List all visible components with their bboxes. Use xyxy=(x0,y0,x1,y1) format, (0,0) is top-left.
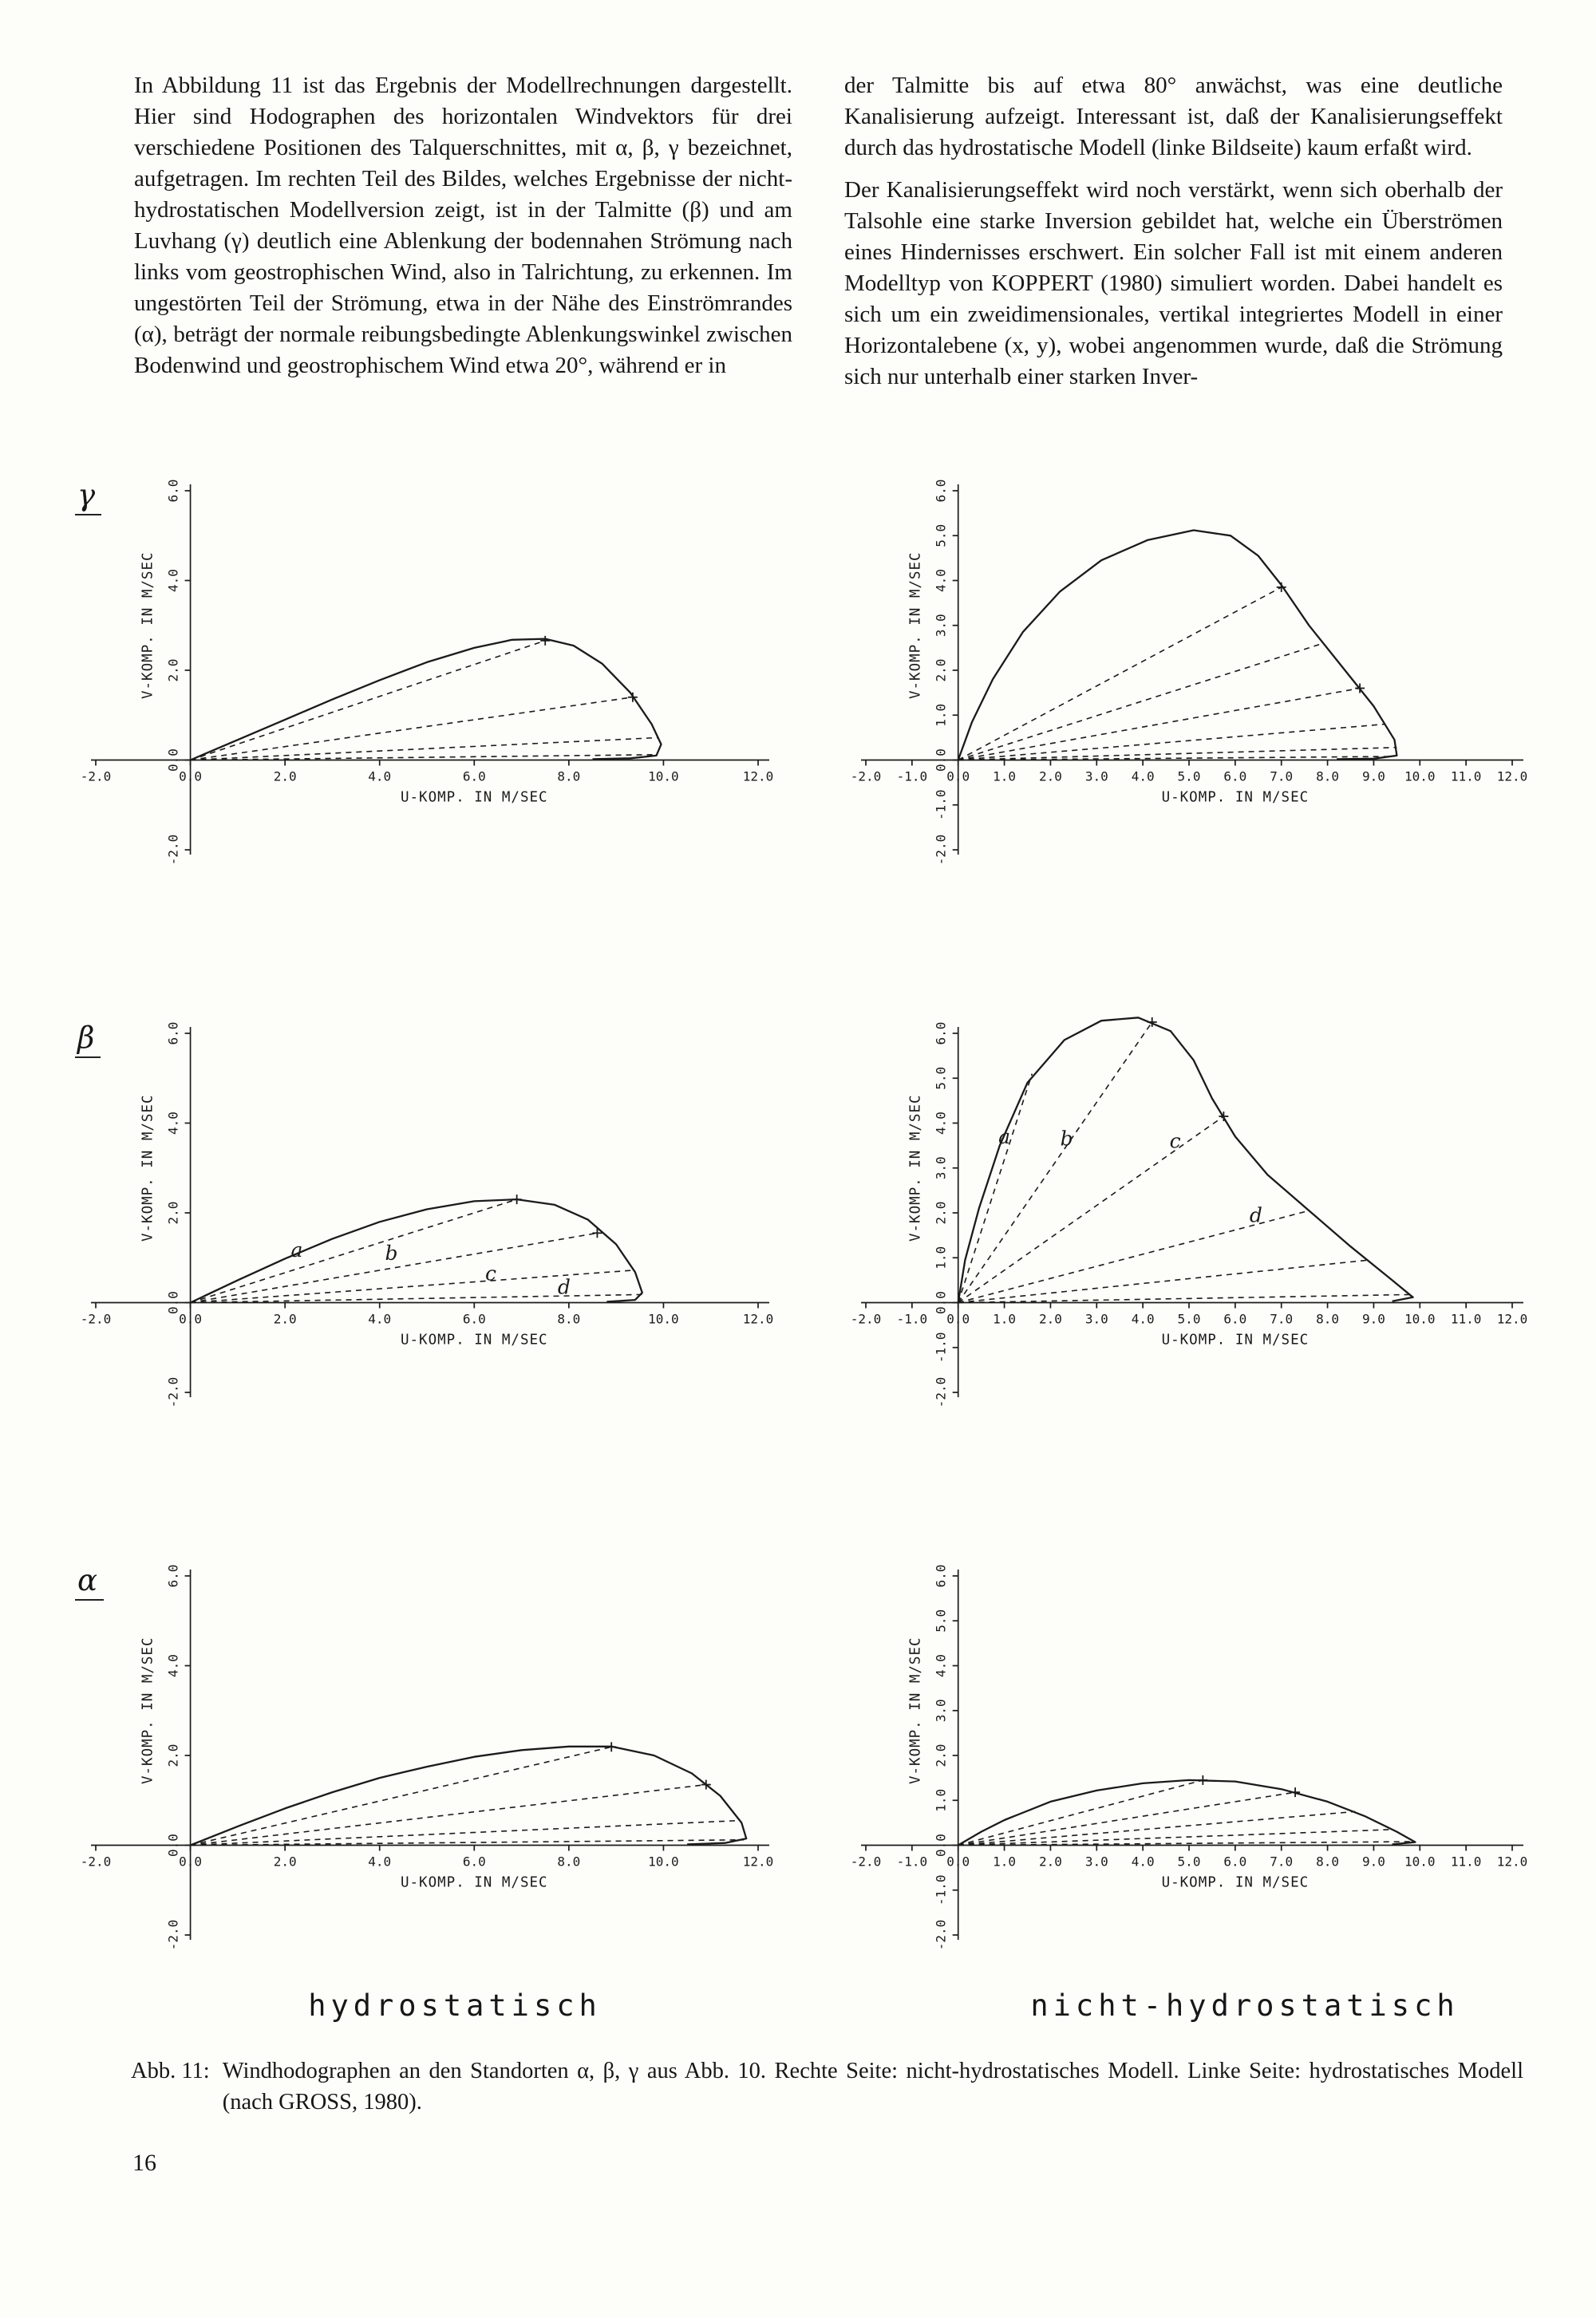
svg-text:10.0: 10.0 xyxy=(1404,1854,1436,1870)
svg-text:1.0: 1.0 xyxy=(993,1311,1017,1327)
svg-text:-2.0: -2.0 xyxy=(850,1311,882,1327)
svg-text:0.0: 0.0 xyxy=(946,1311,970,1327)
svg-text:6.0: 6.0 xyxy=(462,1854,486,1870)
text-column-right xyxy=(844,70,1503,393)
plot-alpha-hydrostatisch xyxy=(64,1556,782,1975)
svg-text:10.0: 10.0 xyxy=(648,1311,679,1327)
svg-text:1.0: 1.0 xyxy=(993,768,1017,784)
svg-text:V-KOMP. IN M/SEC: V-KOMP. IN M/SEC xyxy=(907,1094,924,1242)
svg-text:-1.0: -1.0 xyxy=(896,1311,928,1327)
svg-text:12.0: 12.0 xyxy=(742,768,774,784)
svg-text:3.0: 3.0 xyxy=(933,614,949,638)
paragraph: In Abbildung 11 ist das Ergebnis der Modellrechnungen dargestellt. Hier sind Hodographen des horizontalen Windvektors für drei verschiedene Positionen des Talquerschnittes, mit α, β, γ bezeichnet, aufgetragen. Im rechten Teil des Bildes, welches Ergebnisse der nicht-hydrostatischen Modellversion zeigt, ist in der Talmitte (β) und am Luvhang (γ) deutlich eine Ablenkung der bodennahen Strömung nach links vom geostrophischen Wind, also in Talrichtung, zu erkennen. Im ungestörten Teil der Strömung, etwa in der Nähe des Einströmrandes (α), beträgt der normale reibungsbedingte Ablenkungswinkel zwischen Bodenwind und geostrophischem Wind etwa 20°, während er in xyxy=(134,73,792,378)
svg-text:V-KOMP. IN M/SEC: V-KOMP. IN M/SEC xyxy=(140,1637,156,1785)
svg-text:c: c xyxy=(485,1262,497,1285)
model-label-nicht-hydrostatisch: nicht-hydrostatisch xyxy=(1030,1988,1460,2023)
plot-gamma-hydrostatisch xyxy=(64,471,782,890)
hodograph-gamma-hydrostatisch xyxy=(64,471,782,886)
svg-text:2.0: 2.0 xyxy=(273,1854,297,1870)
svg-text:4.0: 4.0 xyxy=(1131,1311,1155,1327)
svg-text:4.0: 4.0 xyxy=(368,1854,392,1870)
svg-text:-1.0: -1.0 xyxy=(896,768,928,784)
svg-text:d: d xyxy=(557,1275,571,1299)
plot-beta-nicht-hydrostatisch xyxy=(834,1013,1536,1432)
svg-text:7.0: 7.0 xyxy=(1270,1311,1294,1327)
paragraph: Der Kanalisierungseffekt wird noch verstärkt, wenn sich oberhalb der Talsohle eine starke Inversion gebildet hat, welche ein Überströmen eines Hindernisses erschwert. Ein solcher Fall ist mit einem anderen Modelltyp von KOPPERT (1980) simuliert worden. Dabei handelt es sich um ein zweidimensionales, vertikal integriertes Modell in einer Horizontalebene (x, y), wobei angenommen wurde, daß die Strömung sich nur unterhalb einer starken Inver- xyxy=(844,177,1503,389)
svg-text:9.0: 9.0 xyxy=(1361,768,1385,784)
svg-text:4.0: 4.0 xyxy=(1131,1854,1155,1870)
svg-text:U-KOMP. IN M/SEC: U-KOMP. IN M/SEC xyxy=(400,1332,548,1349)
svg-text:8.0: 8.0 xyxy=(557,1311,581,1327)
svg-text:5.0: 5.0 xyxy=(933,1066,949,1090)
svg-text:4.0: 4.0 xyxy=(165,569,181,592)
svg-text:2.0: 2.0 xyxy=(1038,768,1062,784)
svg-text:2.0: 2.0 xyxy=(933,658,949,682)
hodograph-gamma-nicht-hydrostatisch xyxy=(834,471,1536,886)
svg-text:6.0: 6.0 xyxy=(462,768,486,784)
svg-text:11.0: 11.0 xyxy=(1450,768,1482,784)
svg-text:4.0: 4.0 xyxy=(165,1654,181,1677)
svg-text:1.0: 1.0 xyxy=(993,1854,1017,1870)
svg-text:U-KOMP. IN M/SEC: U-KOMP. IN M/SEC xyxy=(1161,789,1310,806)
svg-text:2.0: 2.0 xyxy=(165,1743,181,1767)
svg-text:10.0: 10.0 xyxy=(1404,768,1436,784)
svg-text:6.0: 6.0 xyxy=(933,1564,949,1588)
svg-text:-2.0: -2.0 xyxy=(80,1311,112,1327)
svg-text:6.0: 6.0 xyxy=(462,1311,486,1327)
svg-text:8.0: 8.0 xyxy=(1316,1311,1340,1327)
svg-text:0.0: 0.0 xyxy=(165,1834,181,1857)
svg-text:3.0: 3.0 xyxy=(1084,768,1108,784)
figure-caption xyxy=(131,2055,1523,2118)
svg-text:5.0: 5.0 xyxy=(1177,768,1201,784)
svg-text:11.0: 11.0 xyxy=(1450,1311,1482,1327)
svg-text:d: d xyxy=(1249,1203,1262,1227)
svg-text:2.0: 2.0 xyxy=(1038,1311,1062,1327)
svg-text:0.0: 0.0 xyxy=(179,768,203,784)
row-label-alpha: α xyxy=(75,1564,104,1601)
svg-text:2.0: 2.0 xyxy=(273,768,297,784)
svg-text:5.0: 5.0 xyxy=(933,523,949,547)
svg-text:V-KOMP. IN M/SEC: V-KOMP. IN M/SEC xyxy=(907,1637,924,1785)
svg-text:6.0: 6.0 xyxy=(1223,768,1247,784)
svg-text:-2.0: -2.0 xyxy=(933,1376,949,1408)
model-label-hydrostatisch: hydrostatisch xyxy=(308,1988,602,2023)
row-label-gamma: γ xyxy=(75,479,101,515)
svg-text:b: b xyxy=(385,1242,398,1266)
svg-text:12.0: 12.0 xyxy=(1496,1854,1528,1870)
paragraph: der Talmitte bis auf etwa 80° anwächst, was eine deutliche Kanalisierung aufzeigt. Interessant ist, daß der Kanalisierungseffekt durch das hydrostatische Modell (linke Bildseite) kaum erfaßt wird. xyxy=(844,73,1503,160)
svg-text:a: a xyxy=(998,1124,1011,1148)
svg-text:10.0: 10.0 xyxy=(648,1854,679,1870)
svg-text:6.0: 6.0 xyxy=(933,1021,949,1045)
svg-text:c: c xyxy=(1169,1129,1181,1153)
svg-text:2.0: 2.0 xyxy=(933,1201,949,1225)
hodograph-alpha-hydrostatisch xyxy=(64,1556,782,1971)
svg-text:3.0: 3.0 xyxy=(933,1699,949,1723)
svg-text:0.0: 0.0 xyxy=(933,748,949,772)
svg-text:8.0: 8.0 xyxy=(557,768,581,784)
svg-text:3.0: 3.0 xyxy=(1084,1311,1108,1327)
svg-text:-2.0: -2.0 xyxy=(933,1919,949,1951)
svg-text:-2.0: -2.0 xyxy=(80,1854,112,1870)
svg-text:b: b xyxy=(1060,1127,1073,1151)
svg-text:-2.0: -2.0 xyxy=(80,768,112,784)
svg-text:7.0: 7.0 xyxy=(1270,768,1294,784)
svg-text:2.0: 2.0 xyxy=(273,1311,297,1327)
svg-text:4.0: 4.0 xyxy=(933,1654,949,1677)
row-label-beta: β xyxy=(75,1021,101,1058)
svg-text:-2.0: -2.0 xyxy=(933,834,949,866)
hodograph-beta-hydrostatisch xyxy=(64,1013,782,1428)
plot-beta-hydrostatisch xyxy=(64,1013,782,1432)
svg-text:V-KOMP. IN M/SEC: V-KOMP. IN M/SEC xyxy=(907,551,924,700)
hodograph-alpha-nicht-hydrostatisch xyxy=(834,1556,1536,1971)
svg-text:0.0: 0.0 xyxy=(165,748,181,772)
svg-text:9.0: 9.0 xyxy=(1361,1311,1385,1327)
svg-text:1.0: 1.0 xyxy=(933,1788,949,1812)
svg-text:12.0: 12.0 xyxy=(742,1854,774,1870)
svg-text:6.0: 6.0 xyxy=(933,479,949,503)
text-column-left xyxy=(134,70,792,381)
svg-text:8.0: 8.0 xyxy=(557,1854,581,1870)
svg-text:7.0: 7.0 xyxy=(1270,1854,1294,1870)
svg-text:0.0: 0.0 xyxy=(165,1291,181,1314)
svg-text:0.0: 0.0 xyxy=(946,768,970,784)
svg-text:12.0: 12.0 xyxy=(742,1311,774,1327)
svg-text:V-KOMP. IN M/SEC: V-KOMP. IN M/SEC xyxy=(140,1094,156,1242)
svg-text:6.0: 6.0 xyxy=(1223,1311,1247,1327)
svg-text:0.0: 0.0 xyxy=(946,1854,970,1870)
svg-text:5.0: 5.0 xyxy=(1177,1854,1201,1870)
svg-text:6.0: 6.0 xyxy=(1223,1854,1247,1870)
plot-gamma-nicht-hydrostatisch xyxy=(834,471,1536,890)
svg-text:-2.0: -2.0 xyxy=(850,1854,882,1870)
svg-text:-1.0: -1.0 xyxy=(933,1874,949,1906)
svg-text:10.0: 10.0 xyxy=(1404,1311,1436,1327)
svg-text:2.0: 2.0 xyxy=(1038,1854,1062,1870)
svg-text:4.0: 4.0 xyxy=(933,569,949,592)
svg-text:1.0: 1.0 xyxy=(933,1246,949,1270)
svg-text:10.0: 10.0 xyxy=(648,768,679,784)
svg-text:3.0: 3.0 xyxy=(933,1156,949,1180)
svg-text:0.0: 0.0 xyxy=(179,1311,203,1327)
svg-text:0.0: 0.0 xyxy=(933,1291,949,1314)
svg-text:0.0: 0.0 xyxy=(933,1834,949,1857)
figure-caption-text: Windhodographen an den Standorten α, β, γ aus Abb. 10. Rechte Seite: nicht-hydrostatisches Modell. Linke Seite: hydrostatisches Modell (nach GROSS, 1980). xyxy=(222,2059,1523,2115)
svg-text:4.0: 4.0 xyxy=(165,1112,181,1135)
svg-text:6.0: 6.0 xyxy=(165,1564,181,1588)
svg-text:6.0: 6.0 xyxy=(165,1021,181,1045)
svg-text:U-KOMP. IN M/SEC: U-KOMP. IN M/SEC xyxy=(400,789,548,806)
svg-text:-1.0: -1.0 xyxy=(896,1854,928,1870)
svg-text:2.0: 2.0 xyxy=(165,1201,181,1225)
svg-text:9.0: 9.0 xyxy=(1361,1854,1385,1870)
svg-text:5.0: 5.0 xyxy=(933,1609,949,1633)
svg-text:8.0: 8.0 xyxy=(1316,768,1340,784)
svg-text:V-KOMP. IN M/SEC: V-KOMP. IN M/SEC xyxy=(140,551,156,700)
svg-text:5.0: 5.0 xyxy=(1177,1311,1201,1327)
svg-text:4.0: 4.0 xyxy=(368,1311,392,1327)
svg-text:11.0: 11.0 xyxy=(1450,1854,1482,1870)
svg-text:-2.0: -2.0 xyxy=(165,834,181,866)
svg-text:-2.0: -2.0 xyxy=(850,768,882,784)
svg-text:4.0: 4.0 xyxy=(368,768,392,784)
svg-text:3.0: 3.0 xyxy=(1084,1854,1108,1870)
svg-text:12.0: 12.0 xyxy=(1496,768,1528,784)
svg-text:1.0: 1.0 xyxy=(933,703,949,727)
plot-alpha-nicht-hydrostatisch xyxy=(834,1556,1536,1975)
svg-text:4.0: 4.0 xyxy=(933,1112,949,1135)
svg-text:2.0: 2.0 xyxy=(933,1743,949,1767)
hodograph-beta-nicht-hydrostatisch xyxy=(834,1013,1536,1428)
svg-text:-2.0: -2.0 xyxy=(165,1919,181,1951)
svg-text:4.0: 4.0 xyxy=(1131,768,1155,784)
svg-text:2.0: 2.0 xyxy=(165,658,181,682)
svg-text:8.0: 8.0 xyxy=(1316,1854,1340,1870)
svg-text:U-KOMP. IN M/SEC: U-KOMP. IN M/SEC xyxy=(1161,1332,1310,1349)
svg-text:-2.0: -2.0 xyxy=(165,1376,181,1408)
svg-text:-1.0: -1.0 xyxy=(933,789,949,821)
page-number: 16 xyxy=(132,2150,156,2176)
svg-text:6.0: 6.0 xyxy=(165,479,181,503)
svg-text:12.0: 12.0 xyxy=(1496,1311,1528,1327)
svg-text:a: a xyxy=(290,1238,303,1262)
svg-text:U-KOMP. IN M/SEC: U-KOMP. IN M/SEC xyxy=(1161,1874,1310,1891)
svg-text:0.0: 0.0 xyxy=(179,1854,203,1870)
svg-text:U-KOMP. IN M/SEC: U-KOMP. IN M/SEC xyxy=(400,1874,548,1891)
svg-text:-1.0: -1.0 xyxy=(933,1332,949,1364)
figure-caption-label: Abb. 11: xyxy=(131,2059,210,2083)
